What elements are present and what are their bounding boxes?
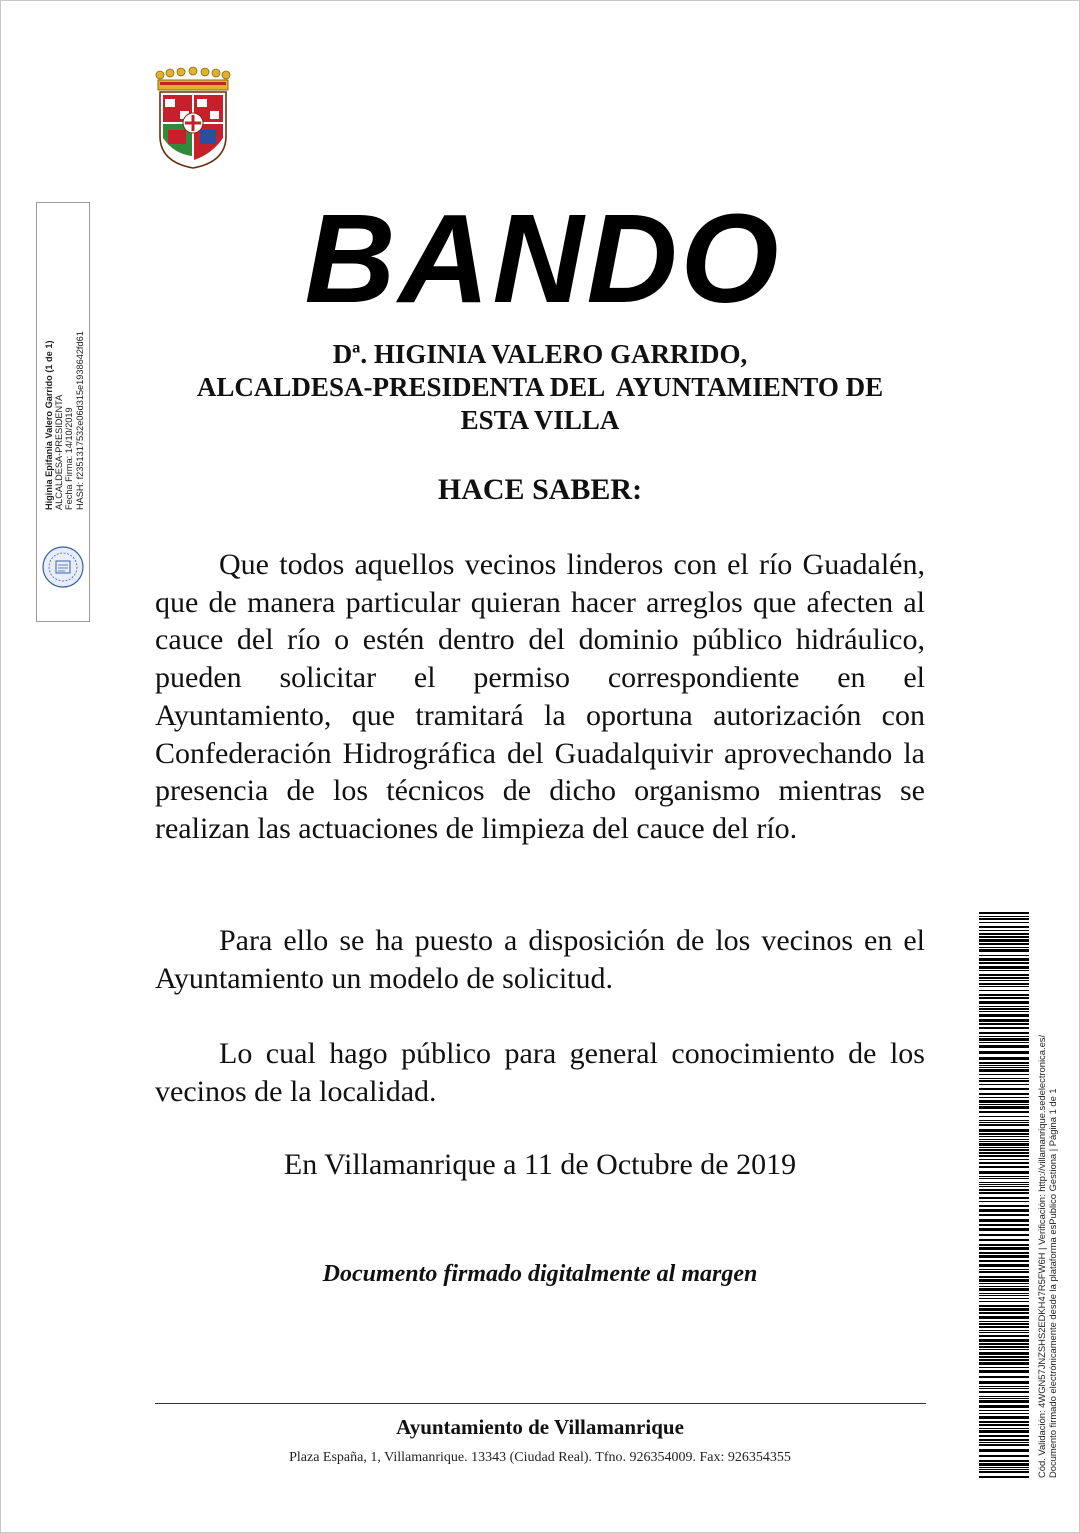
barcode-bar: [979, 1045, 1029, 1048]
barcode-bar: [979, 1069, 1029, 1072]
body-paragraph-3: Lo cual hago público para general conocimiento de los vecinos de la localidad.: [155, 1037, 925, 1108]
validation-text: [1036, 1035, 1058, 1478]
barcode-bar: [979, 1343, 1029, 1345]
barcode-bar: [979, 1192, 1029, 1194]
barcode-bar: [979, 1111, 1029, 1113]
barcode-bar: [979, 1316, 1029, 1319]
barcode-bar: [979, 1352, 1029, 1355]
barcode-bar: [979, 1152, 1029, 1154]
barcode-bar: [979, 1305, 1029, 1307]
barcode-bar: [979, 1359, 1029, 1361]
barcode-bar: [979, 1460, 1029, 1462]
barcode-bar: [979, 1396, 1029, 1397]
coat-of-arms-icon: [150, 66, 236, 170]
seal-icon: [41, 545, 85, 589]
footer-organization: Ayuntamiento de Villamanrique: [396, 1415, 684, 1439]
barcode-bar: [979, 983, 1029, 985]
barcode-bar: [979, 1074, 1029, 1075]
barcode-bar: [979, 1400, 1029, 1403]
barcode-bar: [979, 1097, 1029, 1098]
barcode-bar: [979, 1176, 1029, 1177]
barcode-bar: [979, 1455, 1029, 1457]
barcode-bar: [979, 1234, 1029, 1236]
barcode-bar: [979, 1162, 1029, 1164]
barcode-bar: [979, 918, 1029, 920]
hace-saber-heading: HACE SABER:: [437, 473, 643, 506]
barcode-bar: [979, 1209, 1029, 1212]
barcode-bar: [979, 1124, 1029, 1126]
barcode-bar: [979, 1467, 1029, 1468]
barcode-bar: [979, 974, 1029, 976]
barcode-bar: [979, 958, 1029, 961]
barcode-bar: [979, 1435, 1029, 1437]
barcode-bar: [979, 1321, 1029, 1322]
barcode-bar: [979, 1088, 1029, 1090]
barcode-bar: [979, 1100, 1029, 1103]
barcode-bar: [979, 970, 1029, 971]
barcode-bar: [979, 955, 1029, 956]
barcode-bar: [979, 1147, 1029, 1148]
barcode-bar: [979, 1356, 1029, 1358]
barcode-bar: [979, 1136, 1029, 1137]
barcode-bar: [979, 1295, 1029, 1296]
barcode-bar: [979, 1104, 1029, 1105]
barcode-bar: [979, 1141, 1029, 1142]
signed-note: Documento firmado digitalmente al margen: [322, 1261, 758, 1287]
barcode-bar: [979, 962, 1029, 964]
barcode-bar: [979, 1129, 1029, 1132]
barcode-bar: [979, 1014, 1029, 1017]
barcode-bar: [979, 1078, 1029, 1079]
barcode-bar: [979, 1228, 1029, 1231]
barcode-bar: [979, 1244, 1029, 1246]
barcode-bar: [979, 1308, 1029, 1311]
barcode-bar: [979, 1391, 1029, 1393]
barcode-bar: [979, 1155, 1029, 1157]
barcode-bar: [979, 943, 1029, 945]
barcode-bar: [979, 1288, 1029, 1291]
barcode-bar: [979, 997, 1029, 999]
barcode-bar: [979, 1476, 1029, 1478]
footer-divider: [155, 1403, 926, 1404]
barcode-bar: [979, 1271, 1029, 1273]
barcode-bar: [979, 1362, 1029, 1365]
barcode-bar: [979, 1219, 1029, 1222]
barcode-bar: [979, 1260, 1029, 1262]
barcode-bar: [979, 1335, 1029, 1337]
barcode-bar: [979, 1011, 1029, 1012]
barcode-bar: [979, 912, 1029, 914]
barcode-bar: [979, 1386, 1029, 1387]
barcode-bar: [979, 1428, 1029, 1429]
document-title: BANDO: [304, 188, 782, 329]
barcode-bar: [979, 1430, 1029, 1433]
barcode-bar: [979, 1349, 1029, 1350]
barcode-bar: [979, 1346, 1029, 1348]
barcode-bar: [979, 1143, 1029, 1146]
barcode-bar: [979, 1376, 1029, 1378]
barcode-bar: [979, 1139, 1029, 1140]
footer-address: Plaza España, 1, Villamanrique. 13343 (Ciudad Real). Tfno. 926354009. Fax: 926354355: [289, 1450, 791, 1465]
barcode-bar: [979, 1444, 1029, 1446]
barcode-bar: [979, 1339, 1029, 1342]
barcode-bar: [979, 1122, 1029, 1123]
barcode-bar: [979, 1398, 1029, 1399]
barcode-bar: [979, 1264, 1029, 1267]
barcode-bar: [979, 1252, 1029, 1254]
signature-role: ALCALDESA-PRESIDENTA: [54, 394, 65, 510]
barcode-bar: [979, 1067, 1029, 1068]
barcode-bar: [979, 1323, 1029, 1325]
barcode-bar: [979, 1184, 1029, 1185]
barcode-bar: [979, 1065, 1029, 1066]
barcode-bar: [979, 980, 1029, 981]
barcode-bar: [979, 1286, 1029, 1287]
barcode-bar: [979, 1239, 1029, 1241]
barcode-bar: [979, 1032, 1029, 1034]
barcode-bar: [979, 1166, 1029, 1168]
barcode-bar: [979, 1255, 1029, 1258]
signature-hash: HASH: f2351317532e06d315e1938642fd61: [74, 331, 85, 510]
barcode-bar: [979, 1057, 1029, 1060]
barcode-bar: [979, 936, 1029, 938]
barcode-bar: [979, 1001, 1029, 1004]
barcode-bar: [979, 1106, 1029, 1109]
barcode-bar: [979, 1413, 1029, 1414]
barcode-bar: [979, 1269, 1029, 1270]
barcode-bar: [979, 1293, 1029, 1294]
barcode-bar: [979, 1201, 1029, 1202]
barcode-bar: [979, 1189, 1029, 1191]
barcode-bar: [979, 1469, 1029, 1470]
barcode-bar: [979, 916, 1029, 917]
barcode-bar: [979, 1006, 1029, 1007]
barcode-bar: [979, 926, 1029, 928]
barcode-bar: [979, 1019, 1029, 1022]
barcode-bar: [979, 1367, 1029, 1368]
barcode-bar: [979, 1439, 1029, 1441]
issuer-line-3: ESTA VILLA: [460, 405, 620, 435]
barcode-bar: [979, 1120, 1029, 1121]
barcode-bar: [979, 1186, 1029, 1187]
barcode-bar: [979, 966, 1029, 969]
barcode-bar: [979, 1283, 1029, 1284]
barcode-bar: [979, 939, 1029, 942]
barcode-bar: [979, 1080, 1029, 1082]
body-paragraph-1: Que todos aquellos vecinos linderos con el río Guadalén, que de manera particular quieran hacer arreglos que afecten al cauce del río o estén dentro del dominio público hidráulico, pueden solicitar el permiso correspondiente en el Ayuntamiento, que tramitará la oportuna autorización con Confederación Hidrográfica del Guadalquivir aprovechando la presencia de los técnicos de dicho organismo mientras se realizan las actuaciones de limpieza del cauce del río.: [155, 548, 925, 845]
barcode-bar: [979, 1298, 1029, 1299]
signature-name: Higinia Epifania Valero Garrido (1 de 1): [44, 340, 54, 510]
barcode-bar: [979, 1133, 1029, 1135]
barcode-bar: [979, 947, 1029, 948]
barcode-bar: [979, 990, 1029, 991]
barcode-bar: [979, 1330, 1029, 1331]
barcode-bar: [979, 1247, 1029, 1250]
barcode-bar: [979, 1023, 1029, 1025]
barcode-bar: [979, 1279, 1029, 1282]
barcode-bar: [979, 1182, 1029, 1183]
barcode-bar: [979, 1214, 1029, 1216]
barcode-bar: [979, 1410, 1029, 1411]
body-paragraph-2: Para ello se ha puesto a disposición de los vecinos en el Ayuntamiento un modelo de solicitud.: [155, 924, 925, 995]
barcode-bar: [979, 1084, 1029, 1085]
barcode-bar: [979, 1036, 1029, 1037]
issuer-line-1: Dª. HIGINIA VALERO GARRIDO,: [332, 339, 748, 369]
barcode-bar: [979, 1421, 1029, 1423]
barcode-bar: [979, 1370, 1029, 1373]
barcode-bar: [979, 1388, 1029, 1389]
barcode-bar: [979, 1312, 1029, 1314]
barcode-bar: [979, 1027, 1029, 1029]
barcode-bar: [979, 1381, 1029, 1384]
barcode-bar: [979, 1301, 1029, 1302]
barcode-bar: [979, 1463, 1029, 1466]
barcode-bar: [979, 930, 1029, 931]
barcode-bar: [979, 949, 1029, 952]
barcode-bar: [979, 1332, 1029, 1333]
barcode-bar: [979, 1224, 1029, 1226]
barcode-bar: [979, 986, 1029, 987]
barcode-bar: [979, 1471, 1029, 1473]
barcode-bar: [979, 1116, 1029, 1117]
validation-code: Cód. Validación: 4WGN57JNZSHS2EDKH47R5FW6H | Verificación: http://villamanrique.sedelectronica.es/: [1036, 1034, 1047, 1478]
barcode-bar: [979, 1197, 1029, 1199]
issuer-line-2: ALCALDESA-PRESIDENTA DEL AYUNTAMIENTO DE: [196, 372, 884, 402]
barcode-bar: [979, 933, 1029, 935]
barcode-bar: [979, 1042, 1029, 1043]
barcode-bar: [979, 1008, 1029, 1010]
barcode-bar: [979, 1416, 1029, 1419]
barcode-bar: [979, 994, 1029, 996]
barcode-bar: [979, 1442, 1029, 1443]
barcode-bar: [979, 1051, 1029, 1054]
barcode-bar: [979, 1449, 1029, 1452]
barcode-bar: [979, 1205, 1029, 1207]
issuer-header: [120, 338, 960, 437]
signature-date: Fecha Firma: 14/10/2019: [64, 407, 75, 510]
barcode-bar: [979, 1062, 1029, 1064]
date-line: En Villamanrique a 11 de Octubre de 2019: [283, 1148, 797, 1181]
barcode-bar: [979, 1149, 1029, 1151]
barcode-bar: [979, 1038, 1029, 1041]
barcode-bar: [979, 1276, 1029, 1278]
barcode-bar: [979, 1405, 1029, 1408]
barcode-bar: [979, 1159, 1029, 1160]
barcode-bar: [979, 1178, 1029, 1179]
barcode-bar: [979, 977, 1029, 979]
barcode-bar: [979, 922, 1029, 923]
barcode-icon: [979, 912, 1029, 1478]
barcode-bar: [979, 1093, 1029, 1095]
barcode-bar: [979, 1424, 1029, 1426]
barcode-bar: [979, 1171, 1029, 1174]
validation-platform: Documento firmado electrónicamente desde la plataforma esPublico Gestiona | Página 1 de 1: [1047, 1088, 1058, 1478]
barcode-bar: [979, 1326, 1029, 1328]
